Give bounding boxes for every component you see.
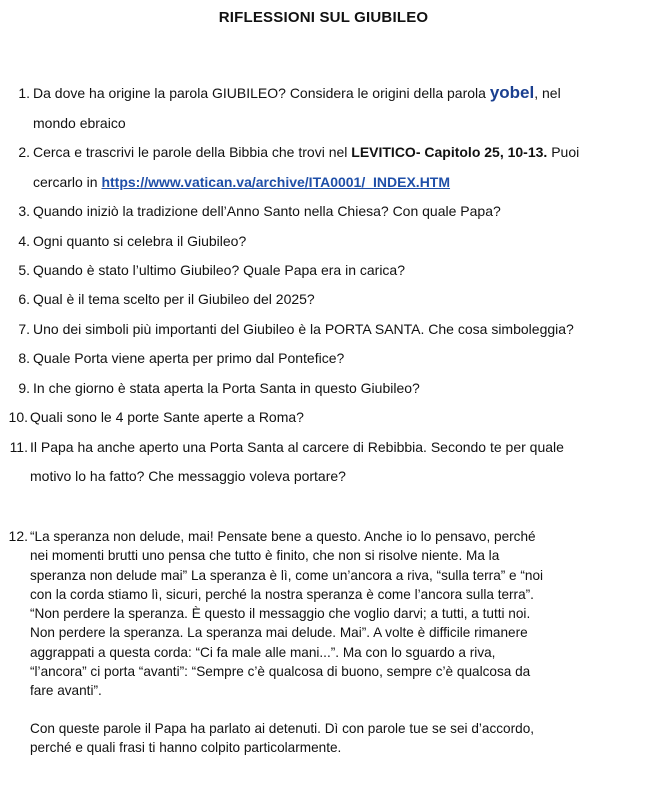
question-number: 7. [18, 321, 30, 337]
pope-quote [30, 527, 635, 701]
quote-line: “Non perdere la speranza. È questo il messaggio che voglio darvi; a tutti, a tutti noi. [30, 606, 531, 622]
quote-line: speranza non delude mai” La speranza è lì, come un’ancora a riva, “sulla terra” e “noi [30, 567, 544, 583]
question-number: 12. [8, 528, 28, 544]
quote-line: “l’ancora” ci porta “avanti”: “Sempre c’è qualcosa di buono, sempre c’è qualcosa da [30, 664, 531, 680]
question-number: 9. [18, 380, 30, 396]
worksheet-page: RIFLESSIONI SUL GIUBILEO 1. Da dove ha origine la parola GIUBILEO? Considera le origini della parola yobel, nel mondo ebraico 2. Cerca e trascrivi le parole della Bibbia che trovi nel LEVITICO- Capitolo 25, 10-13. Puoi cercarlo in https://www.vatican.va/archive/ITA0001/_INDEX.HTM 3. Quando iniziò la tradizione dell’Anno Santo nella Chiesa? Con quale Papa? 4. Ogni quanto si celebra il Giubileo? 5. Quando è stato l’ultimo Giubileo? Quale Papa era in carica? 6. Qual è il tema scelto per il Giubileo del 2025? 7. Uno dei simboli più importanti del Giubileo è la PORTA SANTA. Che cosa simboleggia? 8. Quale Porta viene aperta per primo dal Pontefice? 9. In che giorno è stata aperta la Porta Santa in questo Giubileo? 10. Quali sono le 4 porte Sante aperte a Roma? 11. Il Papa ha anche aperto una Porta Santa al carcere di Rebibbia. Secondo te per quale motivo lo ha fatto? Che messaggio voleva portare? 12. “La speranza non delude, mai! Pensate bene a questo. Anche io lo pensavo, perché nei momenti brutti uno pensa che tutto è finito, che non si risolve niente. Ma la speranza non delude mai” La speranza è lì, come un’ancora a riva, “sulla terra” e “noi con la corda stiamo lì, sicuri, perché la nostra speranza è come l’ancora sulla terra”. “Non perdere la speranza. È questo il messaggio che voglio darvi; a tutti, a tutti noi. Non perdere la speranza. La speranza mai delude. Mai”. A volte è difficile rimanere aggrappati a questa corda: “Ci fa male alle mani...”. Ma con lo sguardo a riva, “l’ancora” ci porta “avanti”: “Sempre c’è qualcosa di buono, sempre c’è qualcosa da fare avanti”. Con queste parole il Papa ha parlato ai detenuti. Dì con parole tue se sei d’accordo, perché e quali frasi ti hanno colpito particolarmente. [0, 0, 647, 802]
quote-line: aggrappati a questa corda: “Ci fa male alle mani...”. Ma con lo sguardo a riva, [30, 644, 496, 660]
question-number: 1. [18, 85, 30, 101]
question-text: Ogni quanto si celebra il Giubileo? [33, 233, 247, 249]
closing-line: perché e quali frasi ti hanno colpito particolarmente. [30, 740, 342, 756]
quote-line: con la corda stiamo lì, sicuri, perché la nostra speranza è come l’ancora sulla terra”. [30, 586, 534, 602]
leviticus-reference: LEVITICO- Capitolo 25, 10-13. [351, 144, 548, 160]
question-number: 6. [18, 291, 30, 307]
quote-line: Non perdere la speranza. La speranza mai delude. Mai”. A volte è difficile rimanere [30, 625, 528, 641]
question-text: Quale Porta viene aperta per primo dal Pontefice? [33, 350, 345, 366]
page-title: RIFLESSIONI SUL GIUBILEO [218, 9, 429, 26]
question-number: 8. [18, 350, 30, 366]
question-text: Qual è il tema scelto per il Giubileo del 2025? [33, 291, 315, 307]
question-text: Il Papa ha anche aperto una Porta Santa al carcere di Rebibbia. Secondo te per quale [30, 439, 564, 455]
question-number: 2. [18, 144, 30, 160]
yobel-word: yobel [489, 83, 535, 102]
closing-instruction [30, 719, 635, 758]
question-number: 10. [8, 409, 28, 425]
question-number: 5. [18, 262, 30, 278]
question-number: 4. [18, 233, 30, 249]
question-text: Da dove ha origine la parola GIUBILEO? Considera le origini della parola yobel, nel [33, 83, 561, 102]
question-number: 3. [18, 203, 30, 219]
quote-line: nei momenti brutti uno pensa che tutto è finito, che non si risolve niente. Ma la [30, 548, 500, 564]
question-text: Quali sono le 4 porte Sante aperte a Roma? [30, 409, 304, 425]
closing-line: Con queste parole il Papa ha parlato ai detenuti. Dì con parole tue se sei d’accordo, [30, 721, 535, 736]
question-number: 11. [9, 439, 28, 455]
quote-line: fare avanti”. [30, 683, 102, 699]
question-text: In che giorno è stata aperta la Porta Santa in questo Giubileo? [33, 380, 420, 396]
question-text: Quando iniziò la tradizione dell’Anno Santo nella Chiesa? Con quale Papa? [33, 203, 501, 219]
quote-line: “La speranza non delude, mai! Pensate bene a questo. Anche io lo pensavo, perché [30, 529, 536, 544]
question-text: Cerca e trascrivi le parole della Bibbia che trovi nel LEVITICO- Capitolo 25, 10-13. Puoi [33, 144, 580, 160]
question-text: Uno dei simboli più importanti del Giubileo è la PORTA SANTA. Che cosa simboleggia? [33, 321, 574, 337]
question-text: Quando è stato l’ultimo Giubileo? Quale Papa era in carica? [33, 262, 405, 278]
vatican-archive-link[interactable]: https://www.vatican.va/archive/ITA0001/_INDEX.HTM [101, 174, 451, 190]
